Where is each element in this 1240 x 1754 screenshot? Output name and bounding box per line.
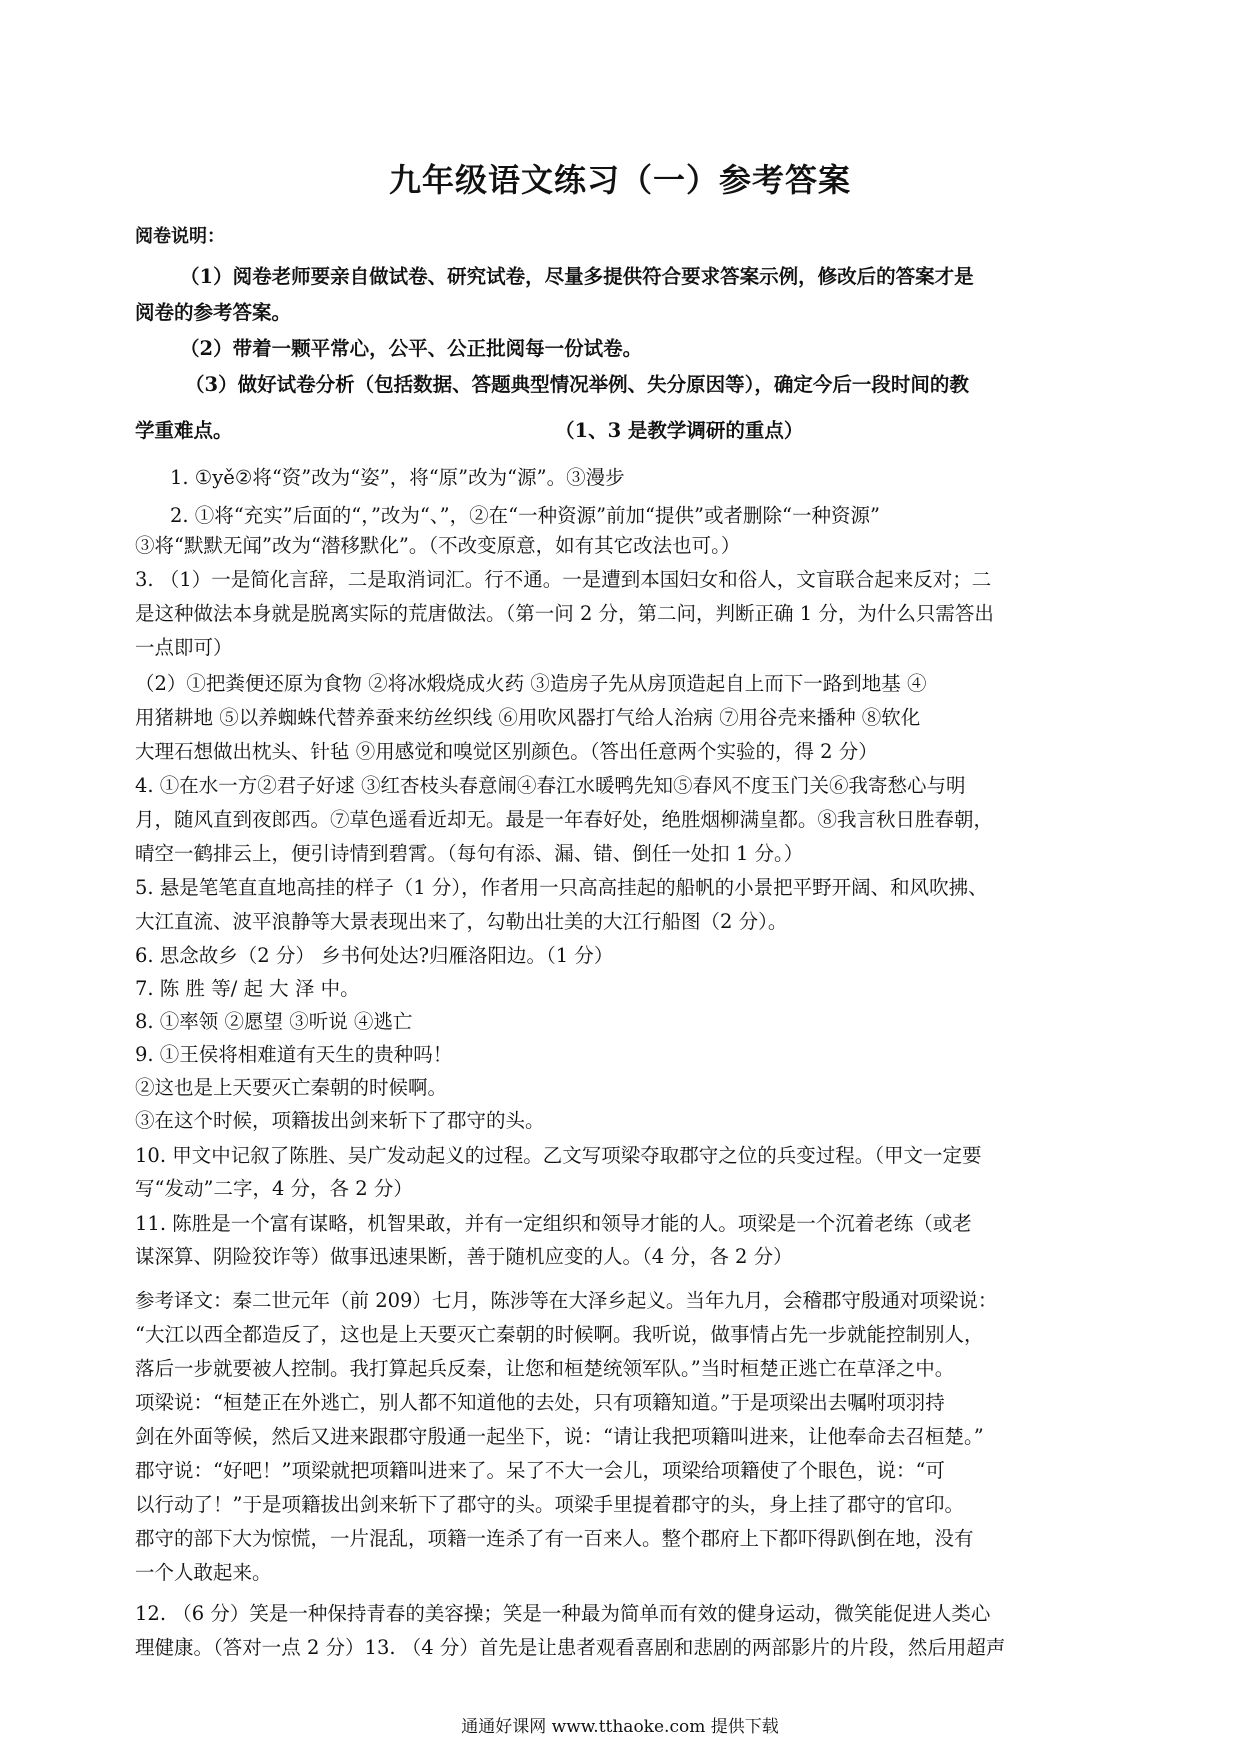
marking-note-3-line-2: 学重难点。 (135, 419, 233, 442)
answer-2-line-2: ③将“默默无闻”改为“潜移默化”。（不改变原意，如有其它改法也可。） (135, 534, 741, 557)
answer-11-line-2: 谋深算、阴险狡诈等）做事迅速果断，善于随机应变的人。（4 分，各 2 分） (135, 1245, 793, 1268)
answer-7: 7. 陈 胜 等/ 起 大 泽 中。 (135, 977, 360, 1000)
answer-9-2: ②这也是上天要灭亡秦朝的时候啊。 (135, 1076, 448, 1099)
translation-line-7: 以行动了！”于是项籍拔出剑来斩下了郡守的头。项梁手里提着郡守的头，身上挂了郡守的官印。 (135, 1493, 964, 1516)
answer-1: 1. ①yě②将“资”改为“姿”，将“原”改为“源”。③漫步 (170, 466, 625, 489)
answer-6: 6. 思念故乡（2 分） 乡书何处达?归雁洛阳边。（1 分） (135, 944, 614, 967)
answer-10-line-2: 写“发动”二字，4 分，各 2 分） (135, 1177, 413, 1200)
marking-note-1-line-1: （1）阅卷老师要亲自做试卷、研究试卷，尽量多提供符合要求答案示例，修改后的答案才是 (180, 265, 974, 288)
translation-line-5: 剑在外面等候，然后又进来跟郡守殷通一起坐下，说：“请让我把项籍叫进来，让他奉命去召桓楚。” (135, 1425, 984, 1448)
marking-note-2: （2）带着一颗平常心，公平、公正批阅每一份试卷。 (180, 337, 643, 360)
answer-12-line-2: 理健康。（答对一点 2 分）13. （4 分）首先是让患者观看喜剧和悲剧的两部影片的片段，然后用超声 (135, 1636, 1006, 1659)
footer-download-note: 通通好课网 www.tthaoke.com 提供下载 (461, 1717, 779, 1737)
answer-3-1-line-2: 是这种做法本身就是脱离实际的荒唐做法。（第一问 2 分，第二问，判断正确 1 分，为什么只需答出 (135, 602, 994, 625)
translation-line-2: “大江以西全都造反了，这也是上天要灭亡秦朝的时候啊。我听说，做事情占先一步就能控制别人， (135, 1323, 984, 1346)
answer-3-2-line-3: 大理石想做出枕头、针毡 ⑨用感觉和嗅觉区别颜色。（答出任意两个实验的，得 2 分） (135, 740, 878, 763)
answer-3-1-line-1: 3. （1）一是简化言辞，二是取消词汇。行不通。一是遭到本国妇女和俗人，文盲联合起来反对；二 (135, 568, 992, 591)
answer-4-line-2: 月，随风直到夜郎西。⑦草色遥看近却无。最是一年春好处，绝胜烟柳满皇都。⑧我言秋日胜春朝， (135, 808, 994, 831)
answer-10-line-1: 10. 甲文中记叙了陈胜、吴广发动起义的过程。乙文写项梁夺取郡守之位的兵变过程。（甲文一定要 (135, 1144, 982, 1167)
answer-5-line-1: 5. 悬是笔笔直直地高挂的样子（1 分），作者用一只高高挂起的船帆的小景把平野开阔、和风吹拂、 (135, 876, 988, 899)
marking-note-3-line-1: （3）做好试卷分析（包括数据、答题典型情况举例、失分原因等），确定今后一段时间的教 (185, 373, 969, 396)
marking-note-1-line-2: 阅卷的参考答案。 (135, 301, 292, 324)
answer-4-line-3: 晴空一鹤排云上，便引诗情到碧霄。（每句有添、漏、错、倒任一处扣 1 分。） (135, 842, 804, 865)
answer-12-line-1: 12. （6 分）笑是一种保持青春的美容操；笑是一种最为简单而有效的健身运动，微笑能促进人类心 (135, 1602, 991, 1625)
translation-line-6: 郡守说：“好吧！”项梁就把项籍叫进来了。呆了不大一会儿，项梁给项籍使了个眼色，说：“可 (135, 1459, 945, 1482)
marking-notes-heading: 阅卷说明： (135, 226, 225, 247)
answer-2-line-1: 2. ①将“充实”后面的“，”改为“、”，②在“一种资源”前加“提供”或者删除“一种资源” (170, 504, 880, 527)
answer-4-line-1: 4. ①在水一方②君子好逑 ③红杏枝头春意闹④春江水暖鸭先知⑤春风不度玉门关⑥我寄愁心与明 (135, 774, 966, 797)
translation-line-4: 项梁说：“桓楚正在外逃亡，别人都不知道他的去处，只有项籍知道。”于是项梁出去嘱咐项羽持 (135, 1391, 945, 1414)
page-title: 九年级语文练习（一）参考答案 (388, 161, 851, 199)
translation-line-1: 参考译文：秦二世元年（前 209）七月，陈涉等在大泽乡起义。当年九月，会稽郡守殷通对项梁说： (135, 1289, 998, 1312)
answer-9-1: 9. ①王侯将相难道有天生的贵种吗！ (135, 1043, 453, 1066)
translation-line-8: 郡守的部下大为惊慌，一片混乱，项籍一连杀了有一百来人。整个郡府上下都吓得趴倒在地，没有 (135, 1527, 974, 1550)
answer-9-3: ③在这个时候，项籍拔出剑来斩下了郡守的头。 (135, 1109, 545, 1132)
answer-5-line-2: 大江直流、波平浪静等大景表现出来了，勾勒出壮美的大江行船图（2 分）。 (135, 910, 788, 933)
answer-3-1-line-3: 一点即可） (135, 636, 233, 659)
answer-8: 8. ①率领 ②愿望 ③听说 ④逃亡 (135, 1010, 413, 1033)
answer-11-line-1: 11. 陈胜是一个富有谋略，机智果敢，并有一定组织和领导才能的人。项梁是一个沉着老练（或老 (135, 1212, 972, 1235)
translation-line-9: 一个人敢起来。 (135, 1561, 272, 1584)
translation-line-3: 落后一步就要被人控制。我打算起兵反秦，让您和桓楚统领军队。”当时桓楚正逃亡在草泽之中。 (135, 1357, 955, 1380)
marking-emphasis: （1、3 是教学调研的重点） (555, 419, 804, 442)
answer-3-2-line-2: 用猪耕地 ⑤以养蜘蛛代替养蚕来纺丝织线 ⑥用吹风器打气给人治病 ⑦用谷壳来播种 ⑧软化 (135, 706, 921, 729)
answer-3-2-line-1: （2）①把粪便还原为食物 ②将冰煅烧成火药 ③造房子先从房顶造起自上而下一路到地基 ④ (135, 672, 927, 695)
